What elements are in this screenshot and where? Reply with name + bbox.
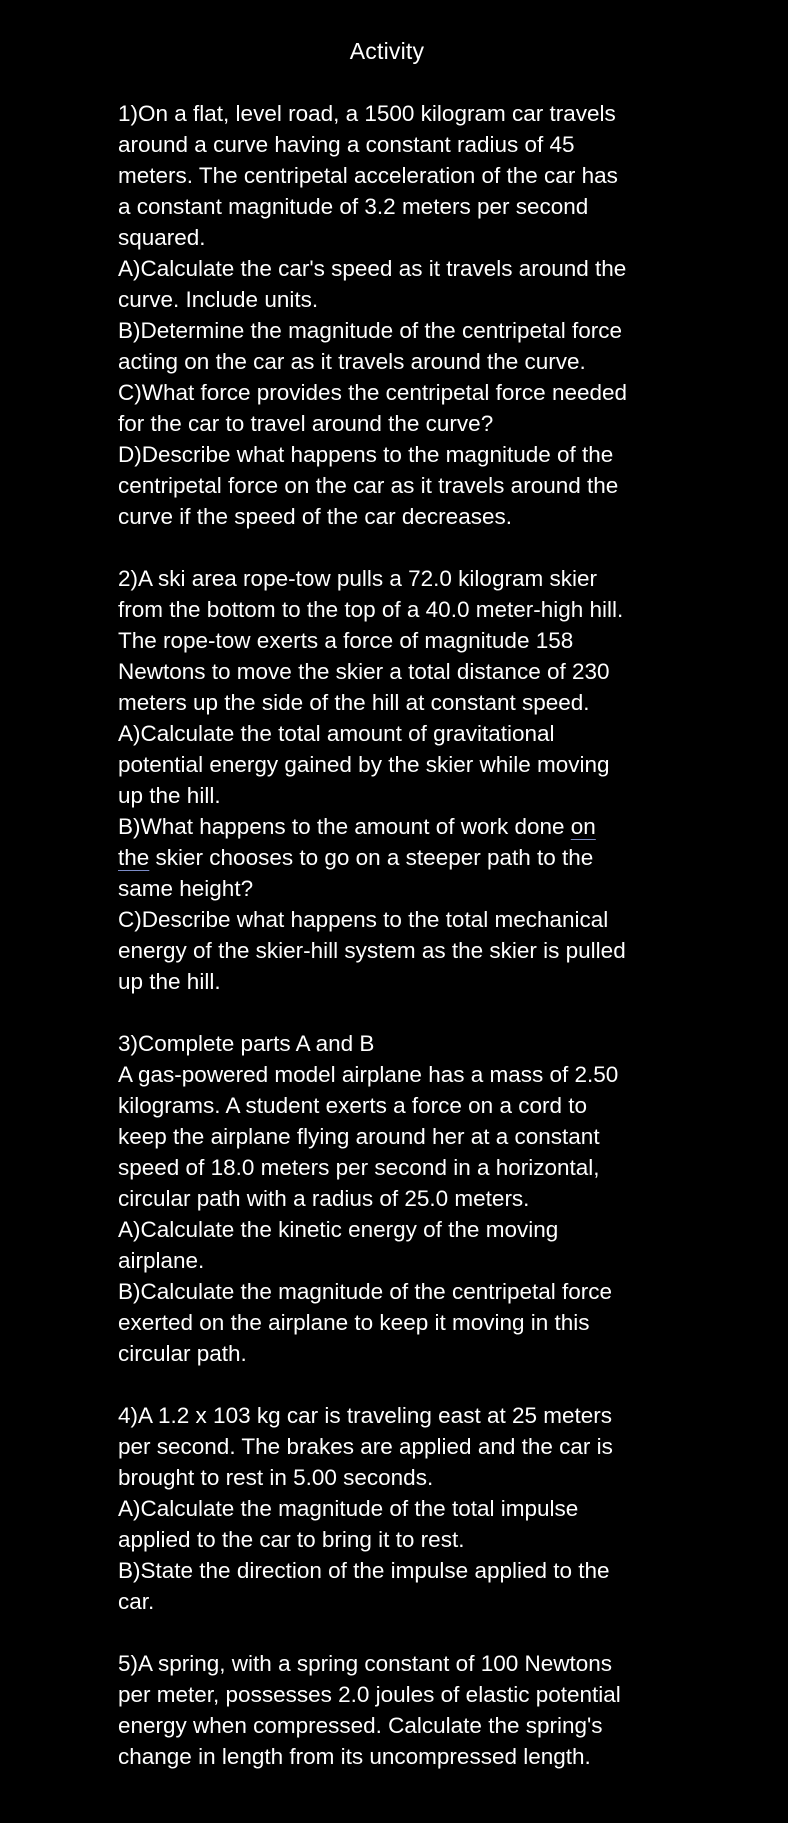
text-line: The rope-tow exerts a force of magnitude 158 — [118, 628, 574, 653]
question-4 — [118, 1400, 678, 1617]
text-line: A)Calculate the kinetic energy of the moving — [118, 1217, 559, 1242]
text-line: keep the airplane flying around her at a constant — [118, 1124, 600, 1149]
text-line: B)Calculate the magnitude of the centripetal force — [118, 1279, 613, 1304]
activity-content — [118, 98, 678, 1772]
text-line: circular path. — [118, 1341, 247, 1366]
text-line: squared. — [118, 225, 206, 250]
text-line: 3)Complete parts A and B — [118, 1031, 375, 1056]
question-3 — [118, 1028, 678, 1369]
paragraph-gap — [118, 1369, 678, 1400]
text-line: from the bottom to the top of a 40.0 meter-high hill. — [118, 597, 624, 622]
text-line: car. — [118, 1589, 155, 1614]
text-line: potential energy gained by the skier while moving — [118, 752, 610, 777]
text-line: C)What force provides the centripetal force needed — [118, 380, 628, 405]
paragraph-gap — [118, 997, 678, 1028]
text-line: centripetal force on the car as it travels around the — [118, 473, 619, 498]
text-line: applied to the car to bring it to rest. — [118, 1527, 465, 1552]
text-line: brought to rest in 5.00 seconds. — [118, 1465, 434, 1490]
text-line: 4)A 1.2 x 103 kg car is traveling east at 25 meters — [118, 1403, 613, 1428]
text-line: B)Determine the magnitude of the centripetal force — [118, 318, 623, 343]
text-line: meters. The centripetal acceleration of the car has — [118, 163, 618, 188]
question-5 — [118, 1648, 678, 1772]
text-line: A)Calculate the car's speed as it travels around the — [118, 256, 627, 281]
question-1 — [118, 98, 678, 532]
text-line: B)State the direction of the impulse applied to the — [118, 1558, 610, 1583]
text-line: C)Describe what happens to the total mechanical — [118, 907, 609, 932]
spellcheck-underlined-word: on — [570, 814, 596, 839]
paragraph-gap — [118, 1617, 678, 1648]
text-line: A gas-powered model airplane has a mass of 2.50 — [118, 1062, 619, 1087]
text-line: change in length from its uncompressed length. — [118, 1744, 591, 1769]
text-line: for the car to travel around the curve? — [118, 411, 494, 436]
text-line: 1)On a flat, level road, a 1500 kilogram car travels — [118, 101, 616, 126]
text-line: same height? — [118, 876, 254, 901]
text-line: circular path with a radius of 25.0 meters. — [118, 1186, 530, 1211]
text-line: D)Describe what happens to the magnitude of the — [118, 442, 614, 467]
text-line: airplane. — [118, 1248, 205, 1273]
text-line: energy when compressed. Calculate the spring's — [118, 1713, 603, 1738]
text-line: a constant magnitude of 3.2 meters per second — [118, 194, 589, 219]
text-line: acting on the car as it travels around the curve. — [118, 349, 586, 374]
text-line: 2)A ski area rope-tow pulls a 72.0 kilogram skier — [118, 566, 597, 591]
paragraph-gap — [118, 532, 678, 563]
question-2 — [118, 563, 678, 997]
text-line: per second. The brakes are applied and the car is — [118, 1434, 613, 1459]
text-line: curve. Include units. — [118, 287, 319, 312]
text-line: exerted on the airplane to keep it moving in this — [118, 1310, 590, 1335]
text-line — [118, 811, 678, 842]
text-line: curve if the speed of the car decreases. — [118, 504, 512, 529]
text-line: 5)A spring, with a spring constant of 100 Newtons — [118, 1651, 613, 1676]
text-line: energy of the skier-hill system as the skier is pulled — [118, 938, 626, 963]
text-line: up the hill. — [118, 969, 221, 994]
spellcheck-underlined-word: the — [118, 845, 150, 870]
text-segment: B)What happens to the amount of work done — [118, 814, 571, 839]
page-title: Activity — [349, 38, 425, 64]
text-line: Newtons to move the skier a total distance of 230 — [118, 659, 610, 684]
text-line: kilograms. A student exerts a force on a cord to — [118, 1093, 587, 1118]
text-line: per meter, possesses 2.0 joules of elastic potential — [118, 1682, 621, 1707]
text-line: A)Calculate the magnitude of the total impulse — [118, 1496, 579, 1521]
text-segment: skier chooses to go on a steeper path to the — [149, 845, 594, 870]
text-line: around a curve having a constant radius of 45 — [118, 132, 575, 157]
text-line: speed of 18.0 meters per second in a horizontal, — [118, 1155, 600, 1180]
text-line: meters up the side of the hill at constant speed. — [118, 690, 590, 715]
text-line: up the hill. — [118, 783, 221, 808]
text-line — [118, 842, 678, 873]
text-line: A)Calculate the total amount of gravitational — [118, 721, 555, 746]
